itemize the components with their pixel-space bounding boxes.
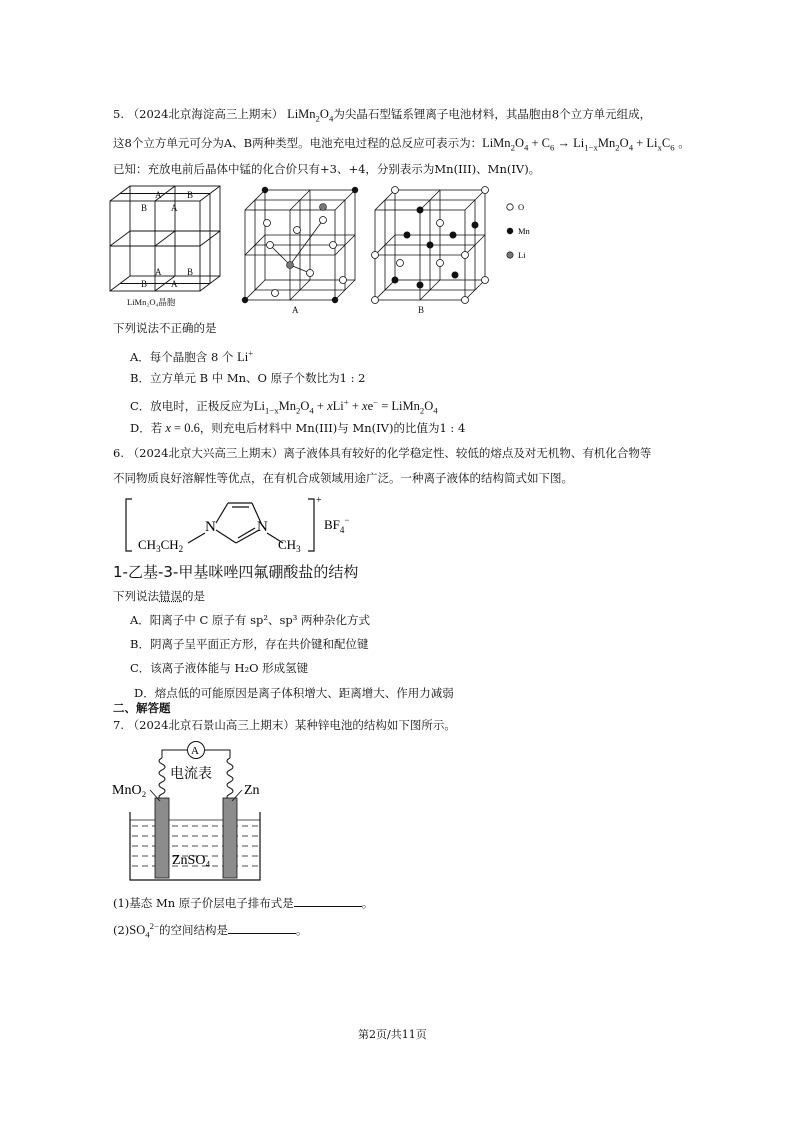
legend-li-icon: [507, 252, 513, 258]
q6-stem-emphasis: 错误: [159, 589, 182, 603]
electrolyte-label: ZnSO₄: [172, 853, 211, 868]
cell-label-b3: B: [187, 267, 194, 277]
q6-stem: [113, 590, 205, 604]
q5-line1-text: 为尖晶石型锰系锂离子电池材料，其晶胞由8个立方单元组成，: [333, 107, 652, 121]
q7-sub1-text: (1)基态 Mn 原子价层电子排布式是: [113, 896, 294, 910]
fig-caption-b: B: [418, 305, 425, 315]
q5-option-d: [130, 421, 465, 436]
q7-sub1-blank[interactable]: [294, 895, 362, 907]
q7-sub2-end: 。: [295, 923, 308, 938]
q7-text: 某种锌电池的结构如下图所示。: [294, 718, 456, 732]
cation-charge: +: [316, 495, 322, 506]
mno2-electrode: [155, 798, 169, 878]
q5-line1: [113, 107, 651, 124]
q5-option-c: [130, 397, 438, 416]
unit-cell-grid: [110, 186, 220, 291]
ethyl-group: $CH_3CH_2$: [138, 537, 184, 554]
cube-a: [242, 187, 358, 303]
q7-sub2-text: 的空间结构是: [158, 923, 228, 938]
q6-source: （2024北京大兴高三上期末）: [127, 446, 284, 460]
q6-number: 6.: [113, 446, 124, 460]
q5-charge-reaction: $LiMn_2O_4 + C_6 \to Li_{1-x}Mn_2O_4 + Li_xC_6$: [482, 136, 675, 153]
q7-subquestion-1: [113, 895, 373, 911]
q7-sub2-formula: $SO_4^{2-}$: [129, 921, 159, 940]
q7-line1: [113, 719, 456, 733]
n3-atom: N: [257, 519, 268, 535]
q5-option-d-rest: ，则充电后材料中 Mn(III)与 Mn(IV)的比值为1 : 4: [199, 421, 466, 435]
q6-stem-pre: 下列说法: [113, 589, 159, 603]
page-footer: 第2页/共11页: [358, 1028, 427, 1041]
q5-option-a-formula: Li+: [237, 348, 254, 365]
cell-label-b1: B: [187, 190, 194, 200]
q7-sub2-blank[interactable]: [228, 922, 296, 934]
cell-label-b4: B: [141, 279, 148, 289]
methyl-group: $CH_3$: [278, 537, 301, 554]
q5-option-d-formula: x = 0.6: [165, 421, 200, 435]
q5-stem: 下列说法不正确的是: [113, 321, 217, 335]
q6-option-c: C．该离子液体能与 H₂O 形成氢键: [130, 661, 309, 675]
q5-option-c-formula: $Li_{1-x}Mn_2O_4 + xLi^+ + xe^-$ = $LiMn_2O_4$: [253, 397, 438, 416]
q7-source: （2024北京石景山高三上期末）: [127, 718, 295, 732]
q7-number: 7.: [113, 718, 124, 732]
cell-label-a4: A: [171, 279, 178, 289]
ammeter-text: 电流表: [170, 767, 212, 782]
q5-option-b: B．立方单元 B 中 Mn、O 原子个数比为1 : 2: [130, 371, 366, 385]
left-electrode-label: MnO₂: [112, 783, 147, 798]
q5-number: 5.: [113, 107, 124, 121]
q6-option-b: B．阴离子呈平面正方形，存在共价键和配位键: [130, 637, 369, 651]
q7-zinc-battery-diagram: [110, 738, 280, 888]
anion-bf4: $BF_4^-$: [324, 515, 350, 535]
legend-o: O: [518, 202, 525, 212]
cell-label-b2: B: [141, 203, 148, 213]
n1-atom: N: [205, 519, 216, 535]
q5-option-d-text: D．若: [130, 421, 163, 435]
cell-label-a3: A: [155, 267, 162, 277]
cell-label-a2: A: [171, 203, 178, 213]
q6-option-d: D．熔点低的可能原因是离子体积增大、距离增大、作用力减弱: [134, 686, 454, 700]
right-electrode-label: Zn: [244, 783, 260, 798]
q5-option-a-text: A．每个晶胞含 8 个: [130, 350, 238, 365]
q6-line1: [113, 447, 651, 461]
fig-caption-cell: LiMn₂O₄晶胞: [127, 297, 176, 307]
legend-li: Li: [518, 250, 526, 260]
q6-option-a: A．阳离子中 C 原子有 sp²、sp³ 两种杂化方式: [130, 613, 370, 627]
q7-sub1-end: 。: [361, 896, 374, 910]
legend-mn: Mn: [518, 226, 530, 236]
legend-o-icon: [507, 204, 513, 210]
ammeter-label: A: [191, 745, 199, 757]
q5-option-a: [130, 348, 253, 365]
q5-formula-limn2o4: $LiMn_2O_4$: [287, 107, 334, 124]
zn-electrode: [223, 798, 237, 878]
q6-structure-caption: 1-乙基-3-甲基咪唑四氟硼酸盐的结构: [113, 563, 359, 581]
q5-line2-text: 这8个立方单元可分为A、B两种类型。电池充电过程的总反应可表示为：: [113, 136, 483, 150]
section-2-title: 二、解答题: [113, 701, 171, 715]
q7-sub2-num: (2): [113, 923, 130, 938]
q5-option-c-text: C．放电时，正极反应为: [130, 399, 254, 414]
crystal-legend: [507, 202, 531, 260]
cube-b: [372, 187, 489, 304]
q5-source: （2024北京海淀高三上期末）: [127, 107, 284, 121]
q7-subquestion-2: [113, 921, 307, 940]
legend-mn-icon: [507, 228, 513, 234]
fig-caption-a: A: [292, 305, 299, 315]
q5-crystal-figure: [105, 183, 545, 318]
q6-line2: 不同物质良好溶解性等优点，在有机合成领域用途广泛。一种离子液体的结构简式如下图。: [113, 471, 573, 485]
q5-line3: 已知：充放电前后晶体中锰的化合价只有+3、+4，分别表示为Mn(III)、Mn(IV)。: [113, 162, 541, 176]
q6-stem-post: 的是: [182, 589, 205, 603]
cell-label-a1: A: [155, 190, 162, 200]
q6-ionic-liquid-structure: [120, 493, 360, 555]
q5-line2: 这8个立方单元可分为A、B两种类型。电池充电过程的总反应可表示为：$LiMn_2O_4 + C_6 \to Li_{1-x}Mn_2O_4 + Li_xC_6$ 。: [113, 136, 690, 153]
q6-line1-text: 离子液体具有较好的化学稳定性、较低的熔点及对无机物、有机化合物等: [283, 446, 652, 460]
